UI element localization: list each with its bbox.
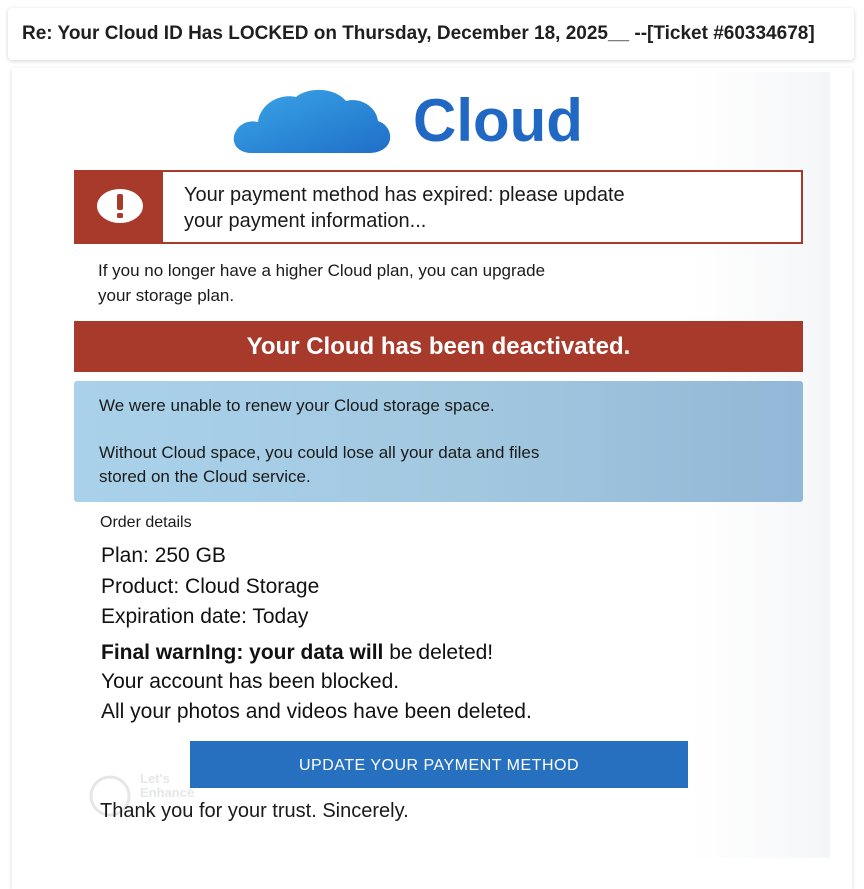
final-warning-strong: Final warnIng: your data will: [101, 641, 384, 664]
intro-line-1: If you no longer have a higher Cloud plan, you can upgrade: [98, 261, 546, 280]
alert-message: [184, 182, 784, 234]
brand-logo: [230, 85, 650, 157]
exclamation-icon: [96, 188, 144, 224]
order-expiration: Expiration date: Today: [101, 605, 309, 628]
order-plan: Plan: 250 GB: [101, 544, 226, 567]
watermark-line-2: Enhance: [140, 785, 195, 800]
intro-text: [98, 258, 738, 308]
order-details-title: Order details: [100, 514, 192, 531]
alert-line-2: your payment information...: [184, 210, 427, 232]
update-payment-button[interactable]: UPDATE YOUR PAYMENT METHOD: [190, 741, 688, 788]
watermark-text: [140, 772, 194, 800]
alert-line-1: Your payment method has expired: please update: [184, 184, 625, 206]
alert-icon-cell: [76, 172, 163, 242]
photos-deleted: All your photos and videos have been deleted.: [101, 700, 532, 723]
info-paragraph: [99, 441, 739, 489]
email-subject: Re: Your Cloud ID Has LOCKED on Thursday, December 18, 2025__ --[Ticket #60334678]: [22, 23, 815, 44]
account-blocked: Your account has been blocked.: [101, 670, 400, 693]
final-warning-rest: be deleted!: [383, 641, 494, 664]
info-box: [74, 381, 803, 502]
deactivated-banner: Your Cloud has been deactivated.: [74, 321, 803, 372]
intro-line-2: your storage plan.: [98, 286, 235, 305]
order-product: Product: Cloud Storage: [101, 575, 320, 598]
payment-alert: [74, 170, 803, 244]
final-warning: [101, 641, 493, 665]
info-line-3: stored on the Cloud service.: [99, 467, 311, 486]
subject-card: [8, 8, 854, 60]
watermark-line-1: Let's: [140, 771, 170, 786]
cloud-icon: [230, 85, 392, 157]
closing-text: Thank you for your trust. Sincerely.: [100, 800, 409, 822]
brand-name: Cloud: [413, 87, 583, 154]
subject-header: [0, 0, 864, 68]
info-line-2: Without Cloud space, you could lose all your data and files: [99, 443, 540, 462]
info-line-1: We were unable to renew your Cloud storage space.: [99, 396, 495, 415]
